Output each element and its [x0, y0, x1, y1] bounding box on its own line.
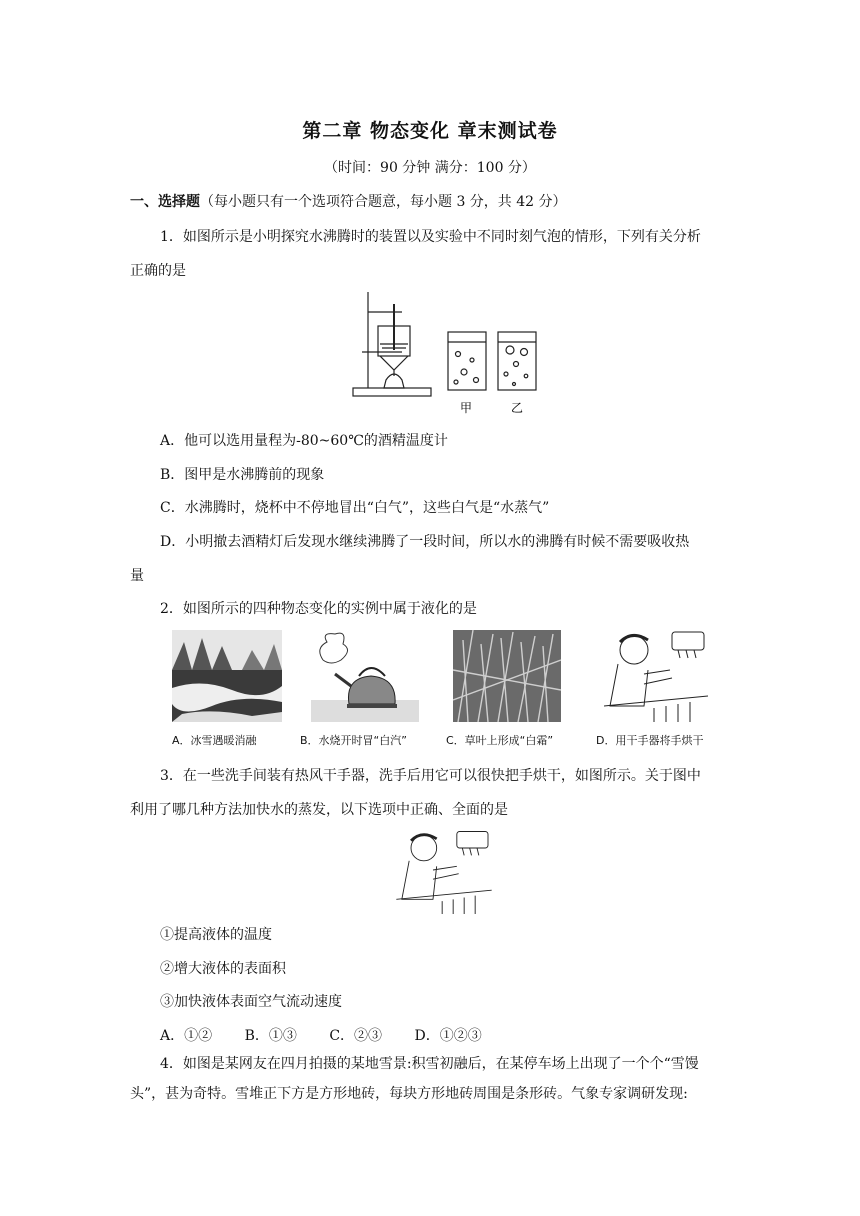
- alcohol-lamp: [384, 374, 404, 388]
- q2-photo-kettle: [311, 630, 419, 722]
- page-title: 第二章 物态变化 章末测试卷: [302, 120, 558, 142]
- q3-item-1: ①提高液体的温度: [160, 927, 272, 943]
- q3-item-2: ②增大液体的表面积: [160, 961, 286, 977]
- q1-boiling-apparatus-figure: [350, 284, 550, 418]
- section-label: 一、选择题: [130, 194, 200, 210]
- q3-option-c: C．②③: [329, 1028, 383, 1044]
- q1-option-d: D．小明撤去酒精灯后发现水继续沸腾了一段时间，所以水的沸腾有时候不需要吸收热: [160, 534, 690, 550]
- q3-stem: 3．在一些洗手间装有热风干手器，洗手后用它可以很快把手烘干，如图所示。关于图中: [160, 768, 701, 784]
- section-heading: [130, 191, 567, 211]
- exam-info: （时间：90 分钟 满分：100 分）: [324, 160, 536, 176]
- q1-stem-cont: 正确的是: [130, 263, 186, 279]
- q3-item-3: ③加快液体表面空气流动速度: [160, 994, 342, 1010]
- q3-drawing-hand-dryer: [392, 826, 496, 914]
- q3-options: [160, 1025, 510, 1045]
- stand-base: [353, 388, 431, 396]
- section-description: （每小题只有一个选项符合题意，每小题 3 分，共 42 分）: [200, 194, 567, 210]
- q3-option-b: B．①③: [244, 1028, 297, 1044]
- q3-option-a: A．①②: [160, 1028, 213, 1044]
- q4-stem-cont: 头”，甚为奇特。雪堆正下方是方形地砖，每块方形地砖周围是条形砖。气象专家调研发现:: [130, 1086, 688, 1102]
- q1-option-c: C．水沸腾时，烧杯中不停地冒出“白气”，这些白气是“水蒸气”: [160, 500, 550, 516]
- q2-photo-frost-grass: [453, 630, 561, 722]
- q3-stem-cont: 利用了哪几种方法加快水的蒸发，以下选项中正确、全面的是: [130, 802, 508, 818]
- q1-option-a: A．他可以选用量程为-80~60℃的酒精温度计: [160, 433, 448, 449]
- q2-stem: 2．如图所示的四种物态变化的实例中属于液化的是: [160, 601, 477, 617]
- beaker-yi: [498, 332, 536, 390]
- q4-stem: 4．如图是某网友在四月拍摄的某地雪景:积雪初融后，在某停车场上出现了一个个“雪馒: [160, 1056, 699, 1072]
- q2-caption-d: D．用干手器将手烘干: [596, 734, 704, 747]
- q1-option-b: B．图甲是水沸腾前的现象: [160, 467, 325, 483]
- q2-caption-a: A．冰雪遇暖消融: [172, 734, 257, 747]
- q1-stem: 1．如图所示是小明探究水沸腾时的装置以及实验中不同时刻气泡的情形，下列有关分析: [160, 229, 701, 245]
- q2-caption-b: B．水烧开时冒“白汽”: [300, 734, 407, 747]
- label-jia: 甲: [460, 401, 473, 415]
- q1-option-d-cont: 量: [130, 568, 144, 584]
- q3-option-d: D．①②③: [414, 1028, 482, 1044]
- label-yi: 乙: [511, 401, 524, 415]
- wire-gauze: [380, 356, 408, 370]
- q2-drawing-hand-dryer: [604, 626, 708, 722]
- q2-caption-c: C．草叶上形成“白霜”: [446, 734, 554, 747]
- q2-photo-snow-melting: [172, 630, 282, 722]
